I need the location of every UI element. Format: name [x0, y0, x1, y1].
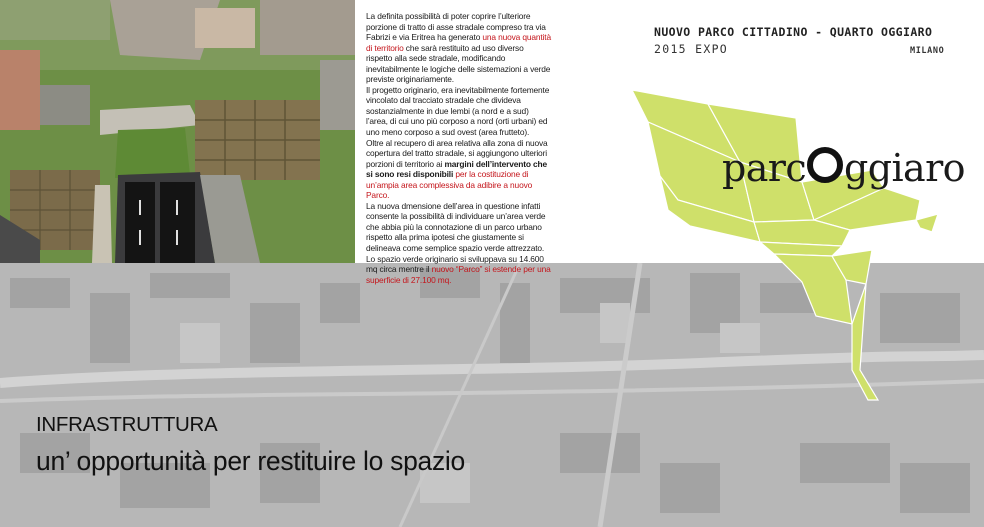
park-areas — [632, 90, 938, 400]
text-run: che sarà restituito ad uso diverso rispetto alla sede stradale, modificando inevitabilmente le logiche delle sistemazioni a verde previste originariamente. — [366, 42, 551, 85]
logo-o-icon — [807, 147, 843, 183]
project-year: 2015 EXPO — [654, 42, 729, 56]
project-title: NUOVO PARCO CITTADINO - QUARTO OGGIARO — [654, 25, 933, 39]
paragraph-4: La nuova dmensione dell’area in questione infatti consente la possibilità di individuare un’area verde che abbia più la connotazione di un parco urbano rispetto alla prima ipotesi che giustamente si delineava come semplice spazio verde attrezzato. — [366, 200, 546, 254]
tunnel-photo — [0, 0, 355, 263]
paragraph-2: Il progetto originario, era inevitabilmente fortemente vincolato dal tracciato stradale che divideva sostanzialmente in due lembi (a nord e a sud) l’area, di cui uno più corposo a nord (orti urbani) ed uno meno corposo a sud ovest (area frutteto). — [366, 84, 550, 138]
paragraph-3 — [366, 138, 552, 201]
highlight-text: una nuova quantità di territorio — [366, 32, 551, 53]
bold-text: margini dell’intervento che si sono resi disponibili — [366, 158, 548, 180]
paragraph-5 — [366, 254, 552, 286]
highlight-text: nuovo “Parco” si estende per una superficie di 27.100 mq. — [366, 264, 551, 285]
parcoggiaro-logo — [722, 146, 965, 190]
text-run: Oltre al recupero di area relativa alla zona di nuova copertura del tratto stradale, si aggiungono ulteriori porzioni di territorio ai — [366, 137, 548, 169]
logo-text-prefix: parc — [722, 146, 807, 190]
section-label: INFRASTRUTTURA — [36, 413, 218, 436]
body-text — [366, 11, 552, 285]
park-map — [620, 70, 984, 410]
section-title: un’ opportunità per restituire lo spazio — [36, 446, 465, 476]
logo-text-suffix: ggiaro — [844, 146, 965, 190]
project-city: MILANO — [910, 46, 945, 56]
highlight-text: per la costituzione di un’ampia area complessiva da adibire a nuovo Parco. — [366, 169, 533, 201]
text-run: Lo spazio verde originario si sviluppava su 14.600 mq circa mentre il — [366, 253, 544, 275]
text-run: La definita possibilità di poter coprire l’ulteriore porzione di tratto di asse stradale compreso tra via Fabrizi e via Eritrea ha generato — [366, 11, 546, 43]
paragraph-1 — [366, 11, 552, 85]
